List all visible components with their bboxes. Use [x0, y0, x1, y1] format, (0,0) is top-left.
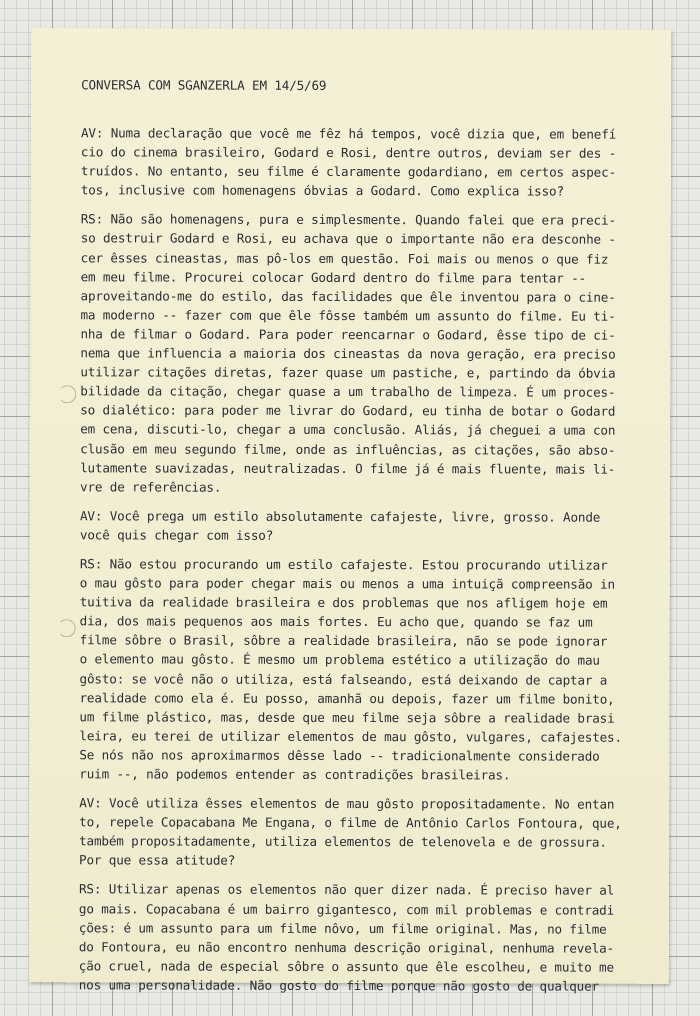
text-line: RS: Não são homenagens, pura e simplesmente. Quando falei que era preci-	[80, 211, 616, 229]
document-title: CONVERSA COM SGANZERLA EM 14/5/69	[81, 77, 327, 93]
text-line: em meu filme. Procurei colocar Godard dentro do filme para tentar --	[80, 268, 587, 286]
text-line: so dialético: para poder me livrar do Godard, eu tinha de botar o Godard	[80, 402, 616, 420]
interview-paragraph	[80, 210, 641, 498]
text-line: do Fontoura, eu não encontro nenhuma descrição original, nenhuma revela-	[78, 939, 614, 956]
text-line: clusão em meu segundo filme, onde as influências, as citações, são abso-	[80, 440, 616, 458]
text-line: também propositadamente, utiliza elementos de telenovela e de grossura.	[79, 833, 607, 850]
text-line: nos uma personalidade. Não gosto do filme porque não gosto de qualquer	[78, 977, 600, 994]
text-line: bilidade da citação, chegar quase a um trabalho de limpeza. É um proces-	[80, 383, 616, 400]
text-line: cio do cinema brasileiro, Godard e Rosi, dentre outros, deviam ser des -	[80, 144, 617, 161]
text-line: nha de filmar o Godard. Para poder reencarnar o Godard, êsse tipo de ci-	[80, 326, 616, 343]
text-line: em cena, discuti-lo, chegar a uma conclusão. Aliás, já cheguei a uma con	[80, 421, 616, 439]
interview-paragraph	[79, 880, 639, 996]
text-line: dia, dos mais pequenos aos mais fortes. Eu acho que, quando se faz um	[79, 613, 593, 630]
text-line: leira, eu terei de utilizar elementos de mau gôsto, vulgares, cafajestes.	[79, 728, 622, 745]
text-line: AV: Numa declaração que você me fêz há tempos, você dizia que, em benefí	[80, 125, 617, 142]
text-line: Se nós não nos aproximarmos dêsse lado -- tradicionalmente considerado	[79, 747, 600, 764]
text-line: to, repele Copacabana Me Engana, o filme de Antônio Carlos Fontoura, que,	[79, 814, 622, 831]
text-line: utilizar citações diretas, fazer quase um pastiche, e, partindo da óbvia	[80, 364, 616, 381]
text-line: um filme plástico, mas, desde que meu filme seja sôbre a realidade brasi	[79, 709, 615, 726]
text-line: ção cruel, nada de especial sôbre o assunto que êle escolheu, e muito me	[78, 958, 614, 975]
text-line: RS: Utilizar apenas os elementos não quer dizer nada. É preciso haver al	[78, 881, 615, 899]
interview-paragraph	[79, 554, 640, 785]
text-line: cer êsses cineastas, mas pô-los em questão. Foi mais ou menos o que fiz	[80, 249, 609, 267]
text-line: vre de referências.	[80, 478, 222, 495]
text-line: você quis chegar com isso?	[79, 527, 274, 543]
text-line: ruim --, não podemos entender as contradições brasileiras.	[79, 766, 511, 783]
punch-hole-mark	[58, 385, 76, 403]
typewritten-page	[29, 28, 671, 994]
text-line: lutamente suavizadas, neutralizadas. O filme já é mais fluente, mais li-	[80, 459, 616, 477]
text-line: so destruir Godard e Rosi, eu achava que o importante não era desconhe -	[80, 230, 616, 248]
text-line: ma moderno -- fazer com que êle fôsse também um assunto do filme. Eu ti-	[80, 307, 616, 324]
text-line: nema que influencia a maioria dos cineastas da nova geração, era preciso	[80, 345, 616, 362]
text-line: go mais. Copacabana é um bairro gigantesco, com mil problemas e contradi	[78, 900, 615, 918]
punch-hole-mark	[58, 619, 76, 637]
text-line: tos, inclusive com homenagens óbvias a Godard. Como explica isso?	[80, 182, 564, 199]
text-line: o mau gôsto para poder chegar mais ou menos a uma intuiçã compreensão in	[79, 575, 615, 592]
text-line: AV: Você utiliza êsses elementos de mau gôsto propositadamente. No entan	[79, 795, 615, 812]
text-line: realidade como ela é. Eu posso, amanhã ou depois, fazer um filme bonito,	[79, 689, 615, 707]
text-line: Por que essa atitude?	[79, 852, 236, 869]
text-line: aproveitando-me do estilo, das facilidades que êle inventou para o cine-	[80, 288, 616, 305]
text-line: o elemento mau gôsto. É mesmo um problema estético a utilização do mau	[79, 651, 600, 669]
text-line: RS: Não estou procurando um estilo cafajeste. Estou procurando utilizar	[79, 556, 608, 573]
interview-paragraph	[81, 123, 641, 201]
text-line: AV: Você prega um estilo absolutamente cafajeste, livre, grosso. Aonde	[79, 508, 601, 525]
interview-paragraph	[79, 793, 639, 871]
text-line: tuitiva da realidade brasileira e dos problemas que nos afligem hoje em	[79, 594, 608, 611]
interview-text	[79, 123, 641, 995]
interview-paragraph	[80, 506, 640, 546]
text-line: filme sôbre o Brasil, sôbre a realidade brasileira, não se pode ignorar	[79, 632, 608, 650]
text-line: truídos. No entanto, seu filme é claramente godardiano, em certos aspec-	[80, 163, 617, 180]
document-body	[79, 75, 641, 1005]
text-line: gôsto: se você não o utiliza, está falseando, está deixando de captar a	[79, 670, 608, 688]
text-line: ções: é um assunto para um filme nôvo, um filme original. Mas, no filme	[78, 919, 607, 937]
